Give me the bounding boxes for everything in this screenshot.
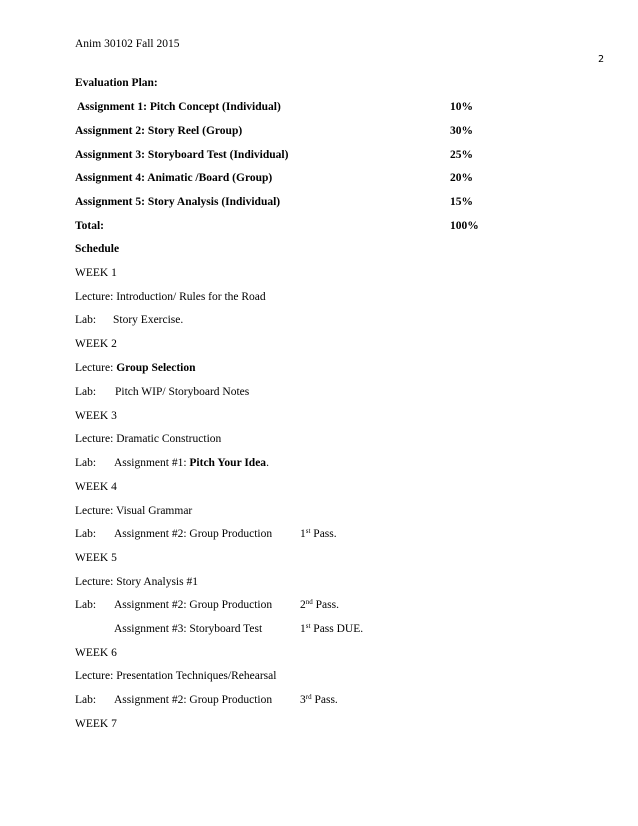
lecture-line bbox=[75, 576, 198, 588]
pass-status bbox=[300, 599, 339, 611]
lab-topic: Assignment #2: Group Production bbox=[114, 599, 273, 611]
pass-number: 1 bbox=[300, 528, 306, 540]
lab-assignment: Assignment #1: bbox=[114, 457, 190, 469]
pass-number: 1 bbox=[300, 623, 306, 635]
schedule-title: Schedule bbox=[75, 243, 120, 255]
pass-suffix: st bbox=[305, 527, 311, 535]
pass-suffix: nd bbox=[305, 598, 313, 606]
evaluation-label: Assignment 4: Animatic /Board (Group) bbox=[75, 172, 273, 184]
evaluation-percent: 10% bbox=[450, 101, 473, 113]
lab-prefix: Lab: bbox=[75, 694, 97, 706]
lecture-prefix: Lecture: bbox=[75, 362, 117, 374]
week-heading: WEEK 7 bbox=[75, 718, 117, 730]
evaluation-label: Assignment 1: Pitch Concept (Individual) bbox=[77, 101, 281, 113]
lecture-prefix: Lecture: bbox=[75, 670, 117, 682]
evaluation-label: Assignment 5: Story Analysis (Individual) bbox=[75, 196, 281, 208]
lecture-prefix: Lecture: bbox=[75, 576, 117, 588]
pass-suffix: rd bbox=[305, 693, 312, 701]
week-heading: WEEK 4 bbox=[75, 481, 117, 493]
pass-status bbox=[300, 528, 337, 540]
evaluation-percent: 30% bbox=[450, 125, 473, 137]
lecture-topic: Story Analysis #1 bbox=[116, 576, 198, 588]
lecture-prefix: Lecture: bbox=[75, 505, 116, 517]
lecture-line bbox=[75, 291, 266, 303]
lab-topic bbox=[114, 457, 269, 469]
evaluation-title: Evaluation Plan: bbox=[75, 77, 158, 89]
lab-prefix: Lab: bbox=[75, 599, 97, 611]
lab-assignment-title: Pitch Your Idea bbox=[189, 457, 267, 469]
evaluation-label: Assignment 3: Storyboard Test (Individual) bbox=[75, 149, 289, 161]
lab-prefix: Lab: bbox=[75, 528, 97, 540]
lecture-line bbox=[75, 433, 221, 445]
lecture-topic: Introduction/ Rules for the Road bbox=[116, 291, 266, 303]
pass-status bbox=[300, 694, 338, 706]
lecture-topic: Visual Grammar bbox=[115, 505, 193, 517]
pass-text: Pass DUE. bbox=[310, 623, 364, 635]
page-number: 2 bbox=[598, 54, 605, 65]
pass-text: Pass. bbox=[311, 694, 338, 706]
pass-text: Pass. bbox=[310, 528, 337, 540]
week-heading: WEEK 2 bbox=[75, 338, 117, 350]
lab-topic: Assignment #2: Group Production bbox=[114, 528, 273, 540]
lab-topic: Assignment #2: Group Production bbox=[114, 694, 273, 706]
lecture-topic: Group Selection bbox=[116, 362, 196, 374]
evaluation-percent: 20% bbox=[450, 172, 473, 184]
lecture-prefix: Lecture: bbox=[75, 291, 117, 303]
pass-text: Pass. bbox=[312, 599, 339, 611]
week-heading: WEEK 6 bbox=[75, 647, 117, 659]
lecture-prefix: Lecture: bbox=[75, 433, 117, 445]
pass-status bbox=[300, 623, 363, 635]
lab-end: . bbox=[266, 457, 269, 469]
lab-prefix: Lab: bbox=[75, 457, 97, 469]
week-heading: WEEK 5 bbox=[75, 552, 117, 564]
lecture-line bbox=[75, 505, 192, 517]
lab-prefix: Lab: bbox=[75, 386, 97, 398]
pass-suffix: st bbox=[305, 622, 311, 630]
lecture-topic: Presentation Techniques/Rehearsal bbox=[116, 670, 277, 682]
evaluation-label: Assignment 2: Story Reel (Group) bbox=[75, 125, 243, 137]
lab-prefix: Lab: bbox=[75, 314, 97, 326]
course-header: Anim 30102 Fall 2015 bbox=[75, 38, 180, 50]
pass-number: 3 bbox=[300, 694, 306, 706]
lecture-line bbox=[75, 670, 276, 682]
week-heading: WEEK 1 bbox=[75, 267, 117, 279]
lecture-topic: Dramatic Construction bbox=[116, 433, 222, 445]
week-heading: WEEK 3 bbox=[75, 410, 117, 422]
evaluation-percent: 100% bbox=[450, 220, 479, 232]
lab-topic: Story Exercise. bbox=[113, 314, 184, 326]
lecture-line bbox=[75, 362, 196, 374]
evaluation-percent: 15% bbox=[450, 196, 473, 208]
pass-number: 2 bbox=[300, 599, 306, 611]
lab-topic: Pitch WIP/ Storyboard Notes bbox=[115, 386, 250, 398]
lab-topic: Assignment #3: Storyboard Test bbox=[114, 623, 263, 635]
evaluation-percent: 25% bbox=[450, 149, 473, 161]
evaluation-label: Total: bbox=[75, 220, 104, 232]
